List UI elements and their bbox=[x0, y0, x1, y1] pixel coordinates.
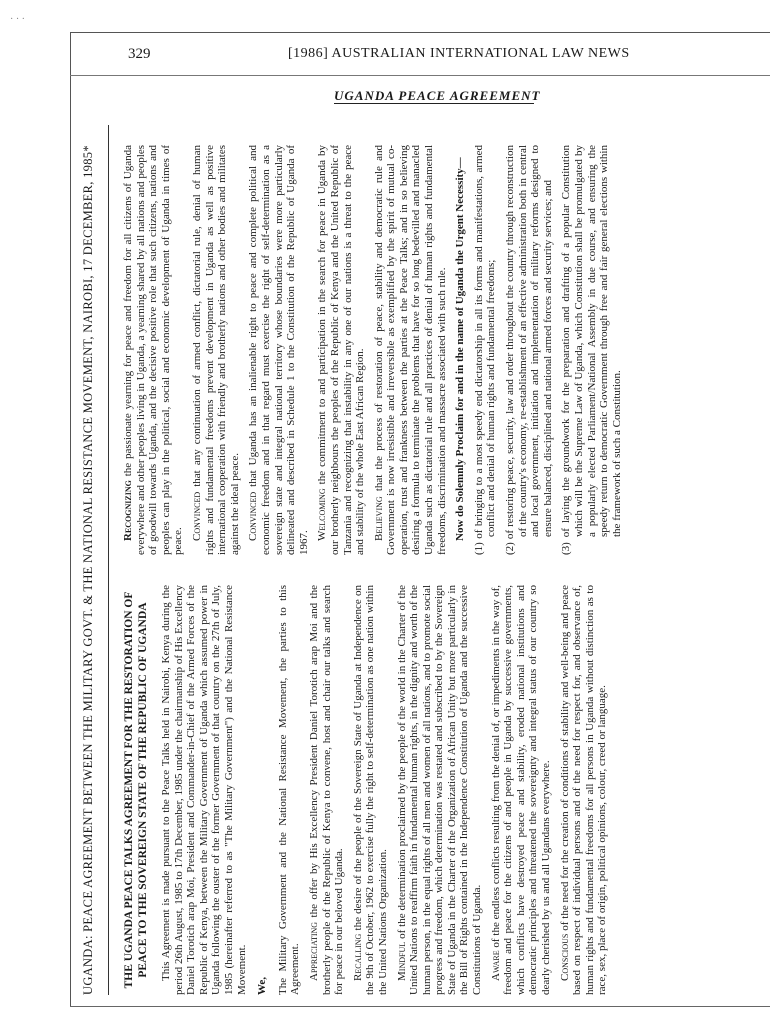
recognizing-paragraph bbox=[122, 145, 185, 555]
rotated-running-header bbox=[82, 125, 109, 995]
parties-paragraph: The Military Government and the National Resistance Movement, the parties to this Agreement. bbox=[276, 585, 302, 995]
paragraph-lead: Believing bbox=[372, 496, 385, 541]
paragraph-lead: Convinced bbox=[190, 491, 203, 541]
rotated-page-content bbox=[82, 125, 724, 995]
paragraph-body: of the endless conflicts resulting from the denial of, or impediments in the way of, freedom and peace for the citizens of and people in Uganda by successive governments, which conflicts have destroyed peace and stability, eroded national institutions and democratic principles and threatened the sovereignty and integral status of our country so dearly cherished by us and all Ugandans everywhere. bbox=[489, 585, 553, 995]
right-column bbox=[122, 145, 629, 555]
paragraph-lead: Mindful bbox=[395, 941, 408, 981]
paragraph-body: that the process of restoration of peace, stability and democratic rule and Government is now irresistible and irreversible as exemplified by the spirit of mutual co-operation, trust and frankness between the parties at the Peace Talks; and in so believing desiring a formula to terminate the problems that have for so long bedevilled and manacled Uganda such as dictatorial rule and all practices of denial of human rights and fundamental freedoms, discrimination and massacre associated with such rule. bbox=[372, 145, 448, 555]
paragraph-lead: Conscious bbox=[558, 933, 571, 981]
paragraph-lead: Recognizing bbox=[122, 480, 134, 541]
frame-top-rule bbox=[70, 32, 770, 33]
paragraph-lead: Welcoming bbox=[316, 488, 329, 541]
paragraph-body: the desire of the people of the Sovereign State of Uganda at Independence on the 9th of October, 1962 to exercise fully the right to self-determination as one nation within the United Nations Organization. bbox=[351, 585, 389, 995]
rotated-header-country: UGANDA bbox=[81, 939, 95, 995]
paragraph-lead: Aware bbox=[489, 950, 502, 981]
frame-left-rule bbox=[70, 32, 71, 1007]
paragraph-body: that any continuation of armed conflict, dictatorial rule, denial of human rights and fundamental freedoms prevent development in Uganda as well as positive international cooperation with friendly and brotherly nations and other bodies and militates against the ideal peace. bbox=[190, 145, 241, 555]
paragraph-body: of the determination proclaimed by the people of the world in the Charter of the United Nations to reaffirm faith in fundamental human rights, in the dignity and worth of the human person, in the equal rights of all men and women of all nations, and to promote social progress and freedom, which determination was restated and subscribed to by the Sovereign State of Uganda in the Charter of the Organization of African Unity but more particularly in the Bill of Rights contained in the Independence Constitution of Uganda and the successive Constitutions of Uganda. bbox=[395, 585, 484, 995]
paragraph-body: the offer by His Excellency President Daniel Torotich arap Moi and the brotherly people of the Republic of Kenya to convene, host and chair our talks and search for peace in our beloved Uganda. bbox=[307, 585, 346, 995]
proclamation-paragraph: Now do Solemnly Proclaim for and in the name of Uganda the Urgent Necessity— bbox=[454, 157, 467, 541]
believing-paragraph bbox=[373, 145, 449, 555]
list-item: (1) of bringing to a most speedy end dictatorship in all its forms and manifestations, armed conflict and denial of human rights and fundamental freedoms; bbox=[472, 145, 498, 555]
frame-bottom-rule bbox=[70, 1006, 770, 1007]
recalling-paragraph bbox=[352, 585, 390, 995]
paragraph-body: the passionate yearning for peace and freedom for all citizens of Uganda everywhere and other peoples living in Uganda, a yearning shared by all nations and peoples of goodwill towards Uganda, and the decisive positive role that such citizens, nations and peoples can play in the political, social and economic development of Uganda in times of peace. bbox=[122, 145, 185, 555]
paragraph-lead: Convinced bbox=[247, 491, 260, 541]
intro-paragraph: This Agreement is made pursuant to the Peace Talks held in Nairobi, Kenya during the period 26th August, 1985 to 17th December, 1985 under the chairmanship of His Excellency Daniel Torotich arap Moi, President and Commander-in-Chief of the Armed Forces of the Republic of Kenya, between the Military Government of Uganda which assumed power in Uganda following the ouster of the former Government of that country on the 27th of July, 1985 (hereinafter referred to as "The Military Government") and the National Resistance Movement. bbox=[160, 585, 248, 995]
page-number: 329 bbox=[128, 46, 151, 62]
conscious-paragraph bbox=[559, 585, 609, 995]
left-column bbox=[122, 585, 615, 995]
we-heading: We, bbox=[256, 976, 269, 995]
paragraph-body: the commitment to and participation in the search for peace in Uganda by our brotherly neighbours the peoples of the Republic of Kenya and the United Republic of Tanzania and recognizing that instability in any one of our nations is a threat to the peace and stability of the whole East African Region. bbox=[316, 145, 367, 555]
necessity-list bbox=[473, 145, 624, 555]
header-rule bbox=[70, 75, 770, 76]
rotated-header-title: : PEACE AGREEMENT BETWEEN THE MILITARY GOVT. & THE NATIONAL RESISTANCE MOVEMENT, NAIROBI, 17 DECEMBER, 1985* bbox=[81, 145, 95, 940]
document-label-rule bbox=[334, 103, 534, 104]
convinced-paragraph-2 bbox=[247, 145, 310, 555]
running-head: [1986] AUSTRALIAN INTERNATIONAL LAW NEWS bbox=[288, 46, 630, 61]
appreciating-paragraph bbox=[308, 585, 346, 995]
agreement-title: THE UGANDA PEACE TALKS AGREEMENT FOR THE RESTORATION OF PEACE TO THE SOVEREIGN STATE OF THE REPUBLIC OF UGANDA bbox=[123, 591, 149, 989]
paragraph-lead: Recalling bbox=[351, 933, 364, 981]
paragraph-lead: Appreciating bbox=[307, 921, 320, 981]
list-item: (3) of laying the groundwork for the preparation and drafting of a popular Constitution which will be the Supreme Law of Uganda, which Constitution shall be promulgated by a popularly elected Parliament/National Assembly in due course, and ensuring the speedy return to democratic Government through free and fair general elections within the framework of such a Constitution. bbox=[560, 145, 623, 555]
paragraph-body: of the need for the creation of conditions of stability and well-being and peace based on respect of individual persons and of the need for respect for, and observance of, human rights and fundamental freedoms for all persons in Uganda without distinction as to race, sex, place of origin, political opinions, colour, creed or language. bbox=[558, 585, 609, 995]
convinced-paragraph-1 bbox=[191, 145, 241, 555]
list-item: (2) of restoring peace, security, law and order throughout the country through reconstruction of the country's economy, re-establishment of an effective administration both in central and local government, initiation and implementation of military reforms designed to ensure balanced, disciplined and national armed forces and security services; and bbox=[504, 145, 554, 555]
document-label: UGANDA PEACE AGREEMENT bbox=[334, 88, 541, 103]
mindful-paragraph bbox=[396, 585, 484, 995]
welcoming-paragraph bbox=[316, 145, 366, 555]
aware-paragraph bbox=[490, 585, 553, 995]
paragraph-body: that Uganda has an inalienable right to peace and complete political and economic freedom and in that regard must exercise the right of self-determination as a sovereign state and integral national territory whose boundaries were more particularly delineated and described in Schedule 1 to the Constitution of the Republic of Uganda of 1967. bbox=[247, 145, 310, 555]
scan-corner-mark: · · · bbox=[10, 14, 25, 25]
